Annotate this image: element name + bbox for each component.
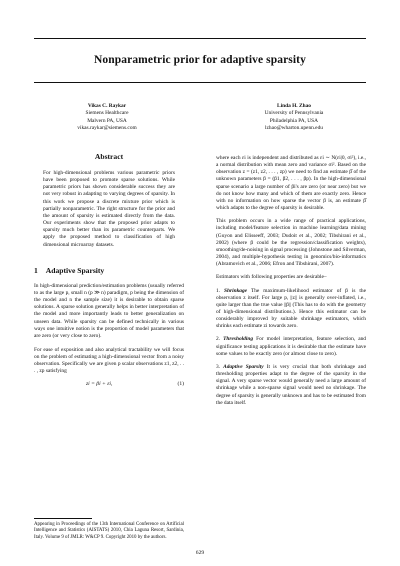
author-affiliation: Siemens Healthcare [85, 110, 129, 117]
list-item-keyword: Thresholding [223, 336, 254, 343]
list-item-text: It is very crucial that both shrinkage and thresholding properties adapt to the degree of the sparsity in the signal. A very sparse vector would generally need a large amount of shrinkage while a non-sparse signal would need no shrinkage. The degree of sparsity is generally unknown and has to be estimated from the data itself. [216, 363, 366, 406]
author-location: Philadelphia PA, USA [269, 117, 319, 124]
left-column [34, 152, 184, 390]
footnote: Appearing in Proceedings of the 13th International Conference on Artificial Intelligence and Statistics (AISTATS) 2010, Chia Laguna Resort, Sardinia, Italy. Volume 9 of JMLR: W&CP 9. Copyright 2010 by the authors. [34, 522, 184, 540]
paper-title: Nonparametric prior for adaptive sparsity [94, 54, 306, 66]
list-item-text: The maximum-likelihood estimator of β is the observation z itself. For large p, ||z|| is generally over-inflated, i.e., quite larger than the true value ||β|| (This has to do with the geometry of high-dimensional distributions.). Hence this estimator can be considerably improved by suitable shrinkage estimators, which shrinks each estimate zi towards zero. [216, 287, 366, 330]
abstract-text: For high-dimensional problems various parametric priors have been proposed to promote sparse solutions. While parametric priors has shown considerable success they are not very robust in adapting to varying degrees of sparsity. In this work we propose a discrete mixture prior which is partially nonparametric. The right structure for the prior and the amount of sparsity is estimated directly from the data. Our experiments show that the proposed prior adapts to sparsity much better than its parametric counterparts. We apply the proposed method to classification of high dimensional microarray datasets. [43, 170, 175, 248]
author-email[interactable]: lzhao@wharton.upenn.edu [265, 124, 323, 131]
author-email[interactable]: vikas.raykar@siemens.com [77, 124, 137, 131]
author-2 [224, 103, 364, 132]
list-item-number: 3. [216, 363, 221, 370]
author-location: Malvern PA, USA [87, 117, 127, 124]
list-item [216, 364, 366, 407]
author-1 [37, 103, 177, 132]
equation-expression: zi = βi + εi, [86, 380, 113, 387]
right-column [216, 155, 366, 407]
section-number: 1 [34, 265, 38, 275]
body-paragraph: Estimators with following properties are desirable– [216, 274, 327, 281]
body-paragraph: For ease of exposition and also analytical tractability we will focus on the problem of estimating a high-dimensional vector from a noisy observation. Specifically we are given p scalar observations z1, z2, . . . , zp satisfying [34, 346, 184, 375]
equation [34, 381, 184, 390]
list-item-text: For model interpretation, feature selection, and significance testing applications it is desirable that the estimate have some values to be exactly zero (or almost close to zero). [216, 336, 366, 357]
section-heading [34, 266, 184, 275]
abstract-heading: Abstract [94, 152, 124, 161]
author-name: Linda H. Zhao [276, 103, 311, 109]
list-item [216, 336, 366, 357]
author-block [34, 103, 366, 143]
author-name: Vikas C. Raykar [87, 103, 127, 109]
footnote-rule [34, 518, 92, 519]
list-item-keyword: Shrinkage [224, 287, 248, 294]
property-list [216, 288, 366, 407]
body-paragraph: This problem occurs in a wide range of practical applications, including model/feature selection in machine learning/data mining (Guyon and Elisseeff, 2003; Dudoit et al., 2002; Tibshirani et al., 2002) (where β could be the regression/classification weights), smoothing/de-noising in signal processing (Johnstone and Silverman, 2004), and multiple-hypothesis testing in genomics/bio-informatics (Abramovich et al., 2006; Efron and Tibshirani, 2007). [216, 218, 366, 268]
author-affiliation: University of Pennsylvania [264, 110, 324, 117]
section-title: Adaptive Sparsity [45, 265, 105, 275]
body-paragraph: where each εi is independent and distributed as εi ∼ N(εi|0, σi²), i.e., a normal distribution with mean zero and variance σi². Based on the observation z = (z1, z2, . . . , zp) we need to find an estimate β̂ of the unknown parameters β = (β1, β2, . . . , βp). In the high-dimensional sparse scenario a large number of βi's are zero (or near zero) but we do not know how many and which of them are exactly zero. Hence with no information on how sparse the vector β is, an estimate β̂ which adapts to the degree of sparsity is desirable. [216, 155, 366, 212]
list-item [216, 288, 366, 331]
list-item-number: 2. [216, 336, 221, 343]
body-paragraph: In high-dimensional prediction/estimation problems (usually referred to as the large p, small n (p ≫ n) paradigm, p being the dimension of the model and n the sample size) it is desirable to obtain sparse solutions. A sparse solution generally helps in better interpretation of the model and more importantly leads to better generalization on unseen data. While sparsity can be defined technically in various ways one intuitive notion is the proportion of model parameters that are zero (or very close to zero). [34, 282, 184, 339]
equation-number: (1) [177, 380, 184, 387]
title-top-rule [34, 38, 366, 39]
page-number: 629 [195, 550, 205, 556]
list-item-number: 1. [216, 287, 221, 294]
title-bottom-rule [34, 82, 366, 83]
list-item-keyword: Adaptive Sparsity [223, 363, 264, 370]
